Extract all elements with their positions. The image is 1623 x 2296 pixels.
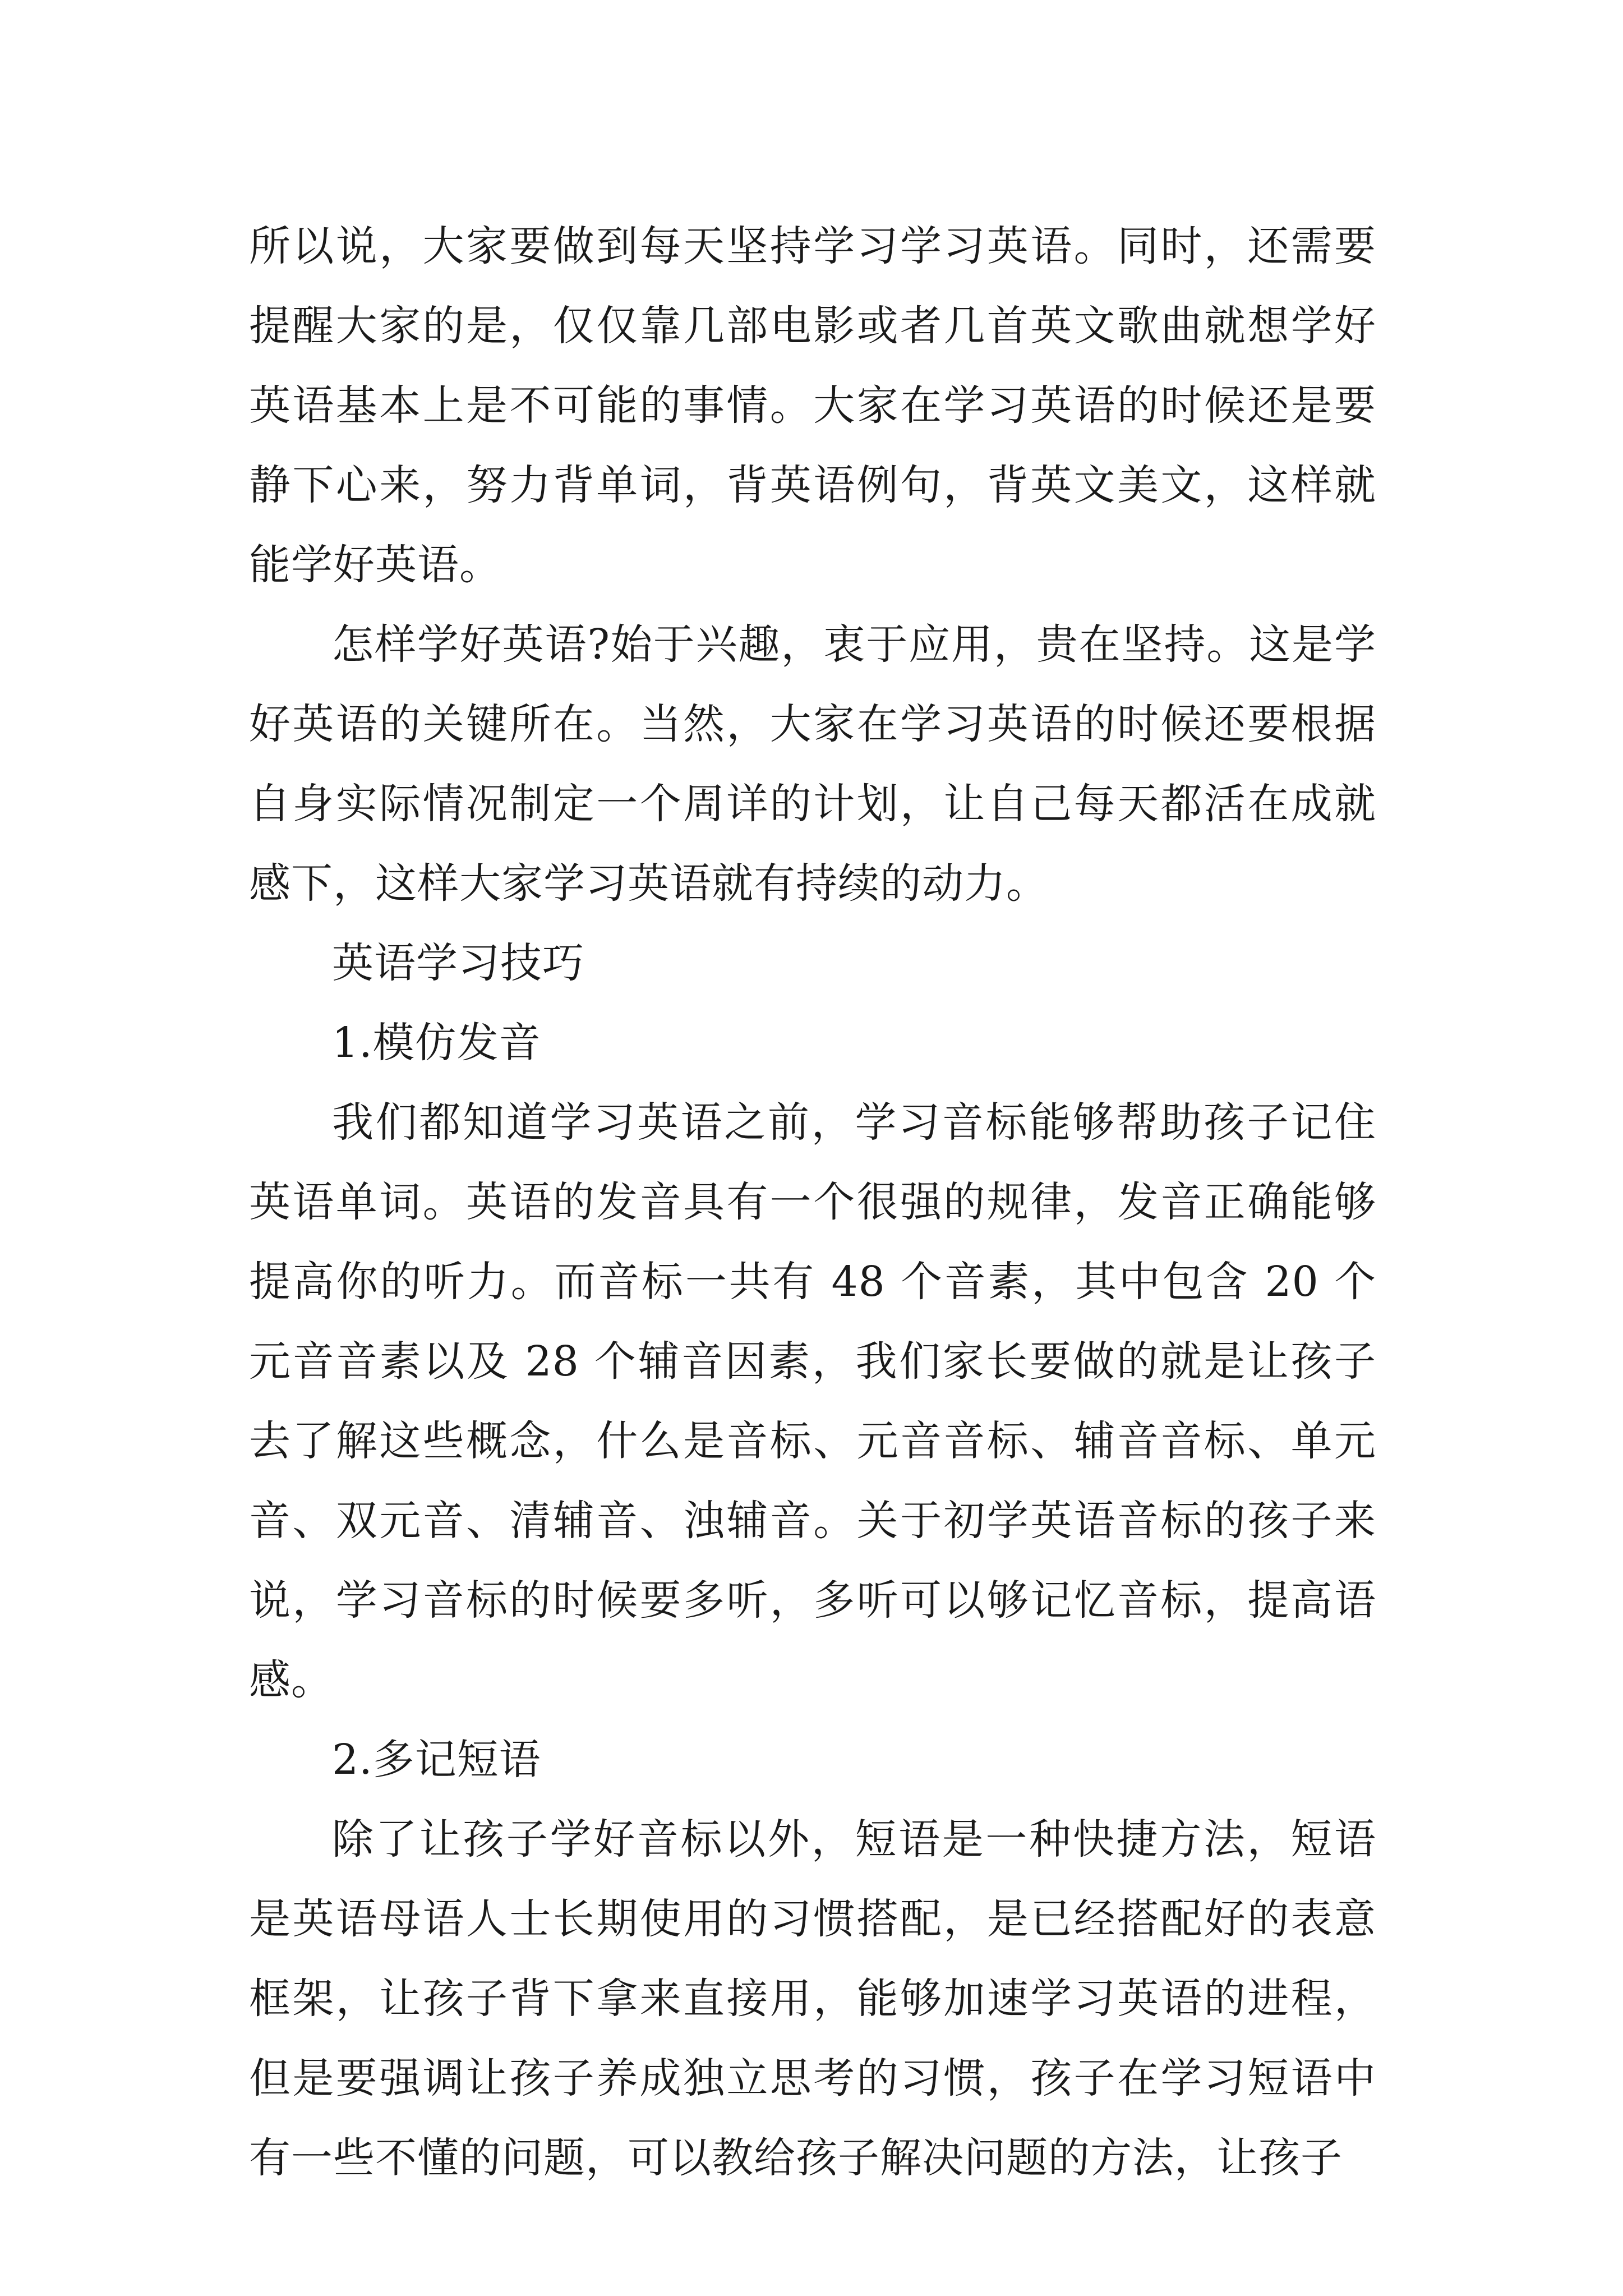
subheading-imitate-pronunciation: 1.模仿发音 [332,1019,541,1067]
subheading-memorize-phrases: 2.多记短语 [332,1736,541,1784]
section-heading-tips: 英语学习技巧 [332,939,584,987]
paragraph-how-to-learn: 怎样学好英语?始于兴趣，衷于应用，贵在坚持。这是学好英语的关键所在。当然，大家在学习英语的时候还要根据自身实际情况制定一个周详的计划，让自己每天都活在成就感下，这样大家学习英语就有持续的动力。 [249,620,1376,908]
paragraph-phrases: 除了让孩子学好音标以外，短语是一种快捷方法，短语是英语母语人士长期使用的习惯搭配，是已经搭配好的表意框架，让孩子背下拿来直接用，能够加速学习英语的进程，但是要强调让孩子养成独立思考的习惯，孩子在学习短语中有一些不懂的问题，可以教给孩子解决问题的方法，让孩子 [249,1815,1376,2182]
paragraph-phonetics: 我们都知道学习英语之前，学习音标能够帮助孩子记住英语单词。英语的发音具有一个很强的规律，发音正确能够提高你的听力。而音标一共有 48 个音素，其中包含 20 个元音音素以及 28 个辅音因素，我们家长要做的就是让孩子去了解这些概念，什么是音标、元音音标、辅音音标、单元音、双元音、清辅音、浊辅音。关于初学英语音标的孩子来说，学习音标的时候要多听，多听可以够记忆音标，提高语感。 [249,1098,1376,1704]
document-body [249,206,1376,2198]
paragraph-conclusion: 所以说，大家要做到每天坚持学习学习英语。同时，还需要提醒大家的是，仅仅靠几部电影或者几首英文歌曲就想学好英语基本上是不可能的事情。大家在学习英语的时候还是要静下心来，努力背单词，背英语例句，背英文美文，这样就能学好英语。 [249,222,1376,589]
